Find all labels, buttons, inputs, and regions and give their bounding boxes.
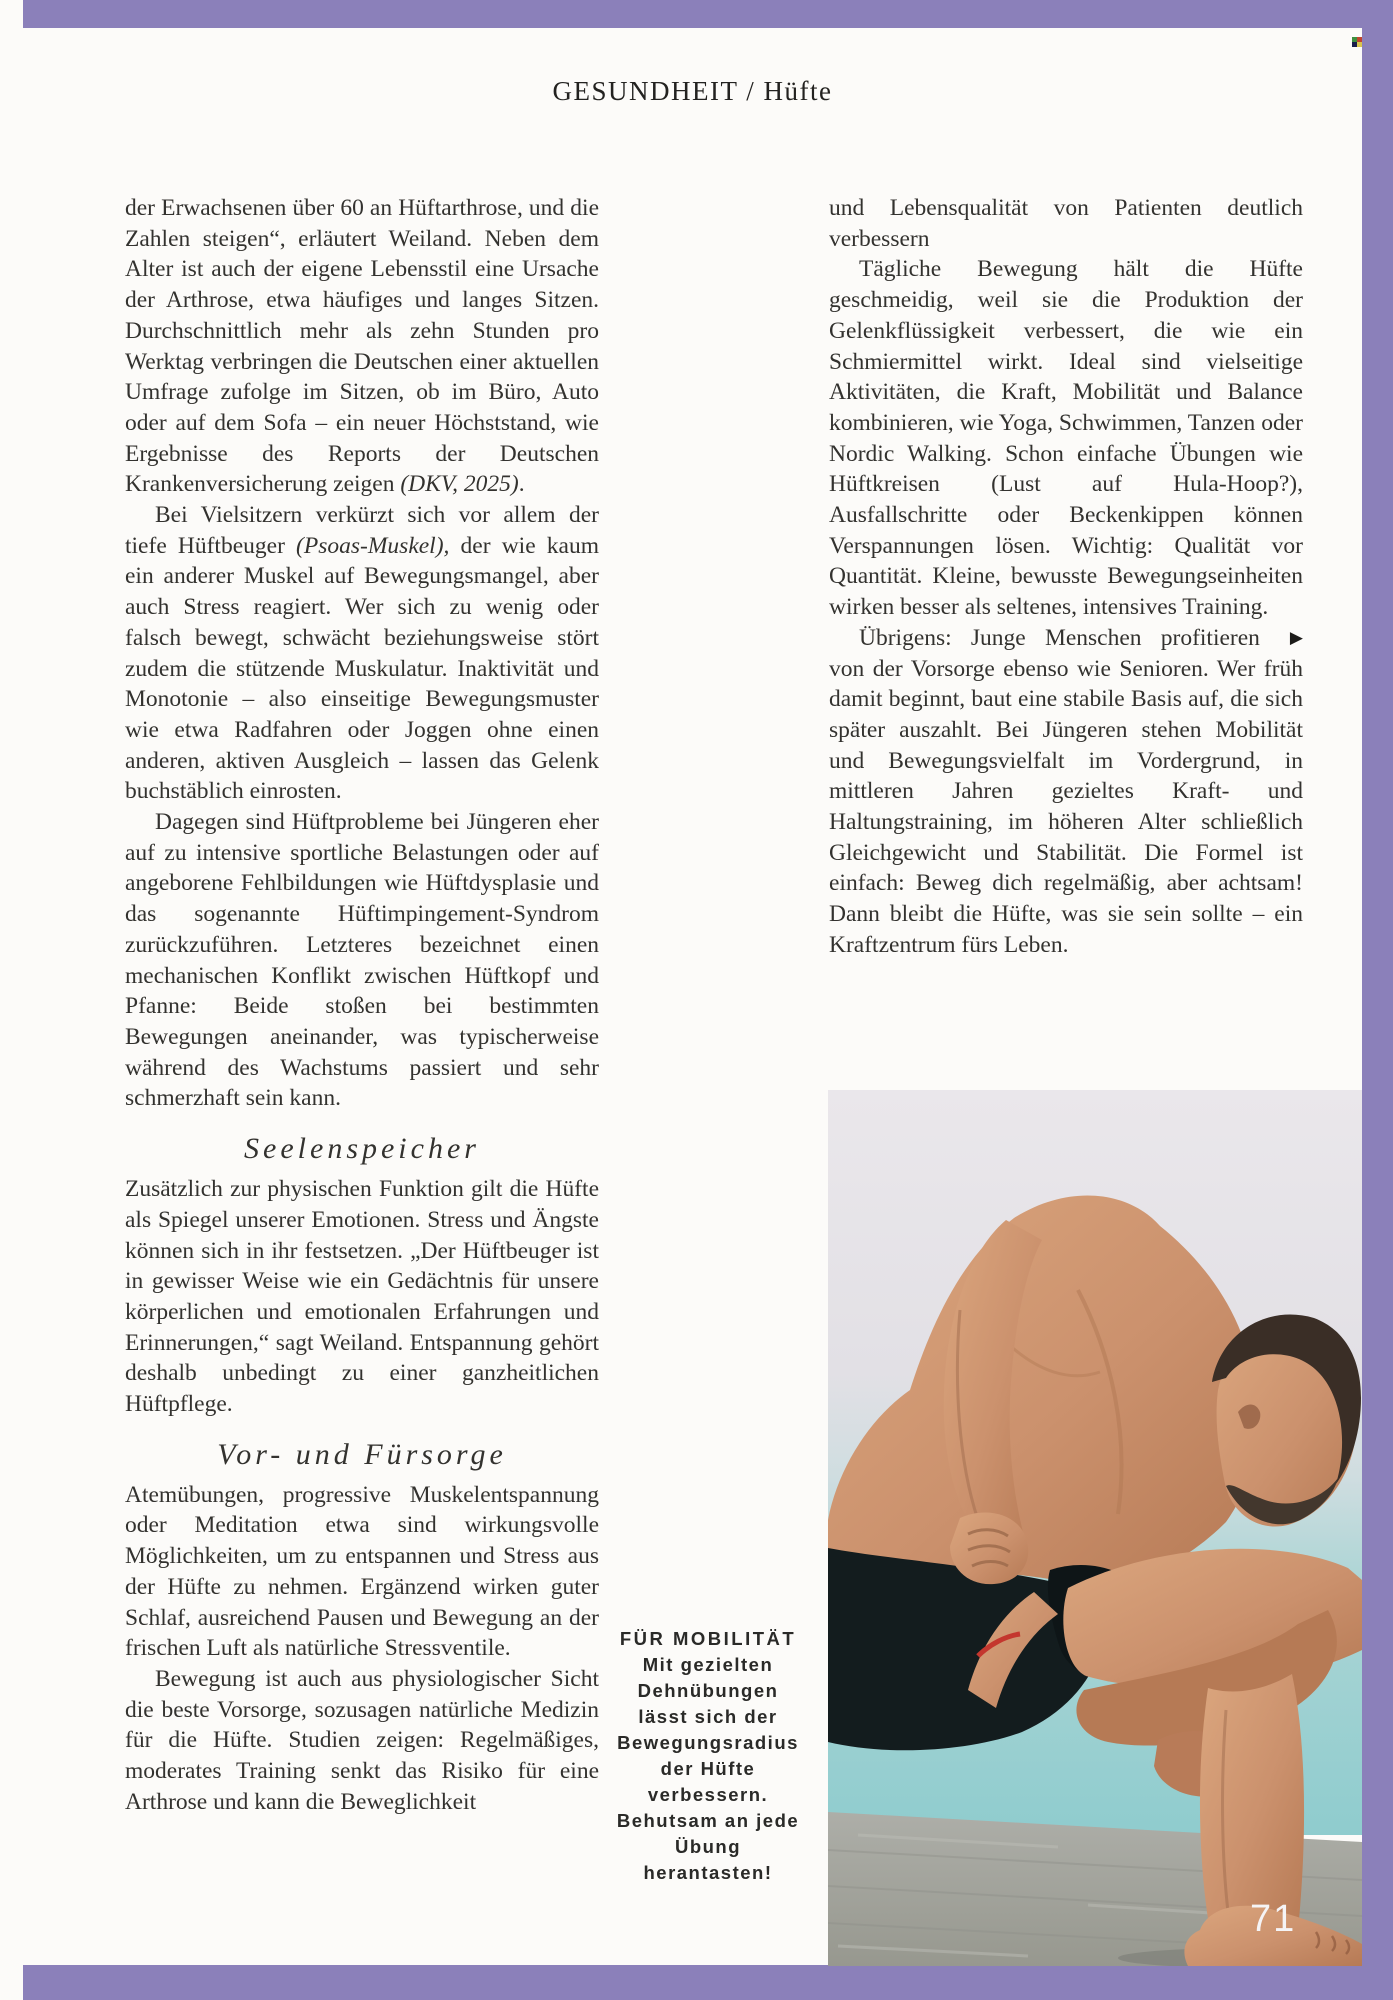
paragraph	[125, 500, 599, 807]
paragraph	[829, 254, 1303, 622]
paragraph	[125, 1664, 599, 1818]
page-number: 71	[1250, 1898, 1297, 1940]
text-run: Bewegung ist auch aus physiologischer Sicht die beste Vorsorge, sozusagen natürliche Medizin für die Hüfte. Studien zeigen: Regelmäßiges, moderates Training senkt das Risiko für eine Arthrose und kann die Beweglichkeit	[125, 1665, 599, 1815]
text-run: Tägliche Bewegung hält die Hüfte geschmeidig, weil sie die Produktion der Gelenkflüssigkeit verbessert, die wie ein Schmiermittel wirkt. Ideal sind vielseitige Aktivitäten, die Kraft, Mobilität und Balance kombinieren, wie Yoga, Schwimmen, Tanzen oder Nordic Walking. Schon einfache Übungen wie Hüftkreisen (Lust auf Hula-Hoop?), Ausfallschritte oder Beckenkippen können Verspannungen lösen. Wichtig: Qualität vor Quantität. Kleine, bewusste Bewegungseinheiten wirken besser als seltenes, intensives Training.	[829, 256, 1303, 621]
section-heading: Seelenspeicher	[244, 1132, 480, 1166]
text-run: Bei Vielsitzern verkürzt sich vor allem der tiefe Hüftbeuger	[125, 502, 599, 559]
text-run: der Erwachsenen über 60 an Hüftarthrose, und die Zahlen steigen“, erläutert Weiland. Neben dem Alter ist auch der eigene Lebensstil eine Ursache der Arthrose, etwa häufiges und langes Sitzen. Durchschnittlich mehr als zehn Stunden pro Werktag verbringen die Deutschen einer aktuellen Umfrage zufolge im Sitzen, ob im Büro, Auto oder auf dem Sofa – ein neuer Höchststand, wie Ergebnisse des Reports der Deutschen Krankenversicherung zeigen	[125, 195, 599, 498]
paragraph	[125, 1480, 599, 1664]
paragraph	[829, 623, 1303, 961]
text-run: der wie kaum ein anderer Muskel auf Bewegungsmangel, aber auch Stress reagiert. Wer sich zu wenig oder falsch bewegt, schwächt beziehungsweise stört zudem die stützende Muskulatur. Inaktivität und Monotonie – also einseitige Bewegungsmuster wie etwa Radfahren oder Joggen ohne einen anderen, aktiven Ausgleich – lassen das Gelenk buchstäblich einrosten.	[125, 532, 599, 805]
text-run: Übrigens: Junge Menschen profitieren von der Vorsorge ebenso wie Senioren. Wer früh damit beginnt, baut eine stabile Basis auf, die sich später auszahlt. Bei Jüngeren stehen Mobilität und Bewegungsvielfalt im Vordergrund, in mittleren Jahren gezieltes Kraft- und Haltungstraining, im höheren Alter schließlich Gleichgewicht und Stabilität. Die Formel ist einfach: Beweg dich regelmäßig, aber achtsam! Dann bleibt die Hüfte, was sie sein sollte – ein Kraftzentrum fürs Leben.	[829, 624, 1303, 958]
paragraph	[125, 193, 599, 500]
text-run: Atemübungen, progressive Muskelentspannung oder Meditation etwa sind wirkungsvolle Möglichkeiten, um zu entspannen und Stress aus der Hüfte zu nehmen. Ergänzend wirken guter Schlaf, ausreichend Pausen und Bewegung an der frischen Luft als natürliche Stressventile.	[125, 1481, 599, 1662]
italic-text-run: (Psoas-Muskel),	[296, 532, 450, 559]
photo-caption	[612, 1626, 804, 1886]
photo-caption-title: FÜR MOBILITÄT	[619, 1628, 797, 1649]
registration-mark	[1352, 37, 1362, 47]
paragraph	[125, 1174, 599, 1420]
registration-mark-quadrant	[1357, 42, 1362, 47]
photo-caption-text: Mit gezielten Dehnübungen lässt sich der Bewegungsradius der Hüfte verbessern. Behutsam an jede Übung herantasten!	[616, 1654, 800, 1883]
paragraph	[829, 193, 1303, 254]
article-column-right	[829, 193, 1303, 961]
page-frame-right	[1362, 0, 1393, 2000]
section-header: GESUNDHEIT / Hüfte	[552, 76, 833, 106]
page-frame-bottom	[23, 1965, 1393, 2000]
paragraph	[125, 807, 599, 1114]
text-run: .	[518, 471, 525, 498]
continuation-arrow-icon: ▶	[1289, 627, 1303, 647]
article-column-left	[125, 193, 599, 1817]
section-heading: Vor- und Fürsorge	[217, 1437, 507, 1471]
page-frame-top	[23, 0, 1393, 28]
yoga-pose-photo	[828, 1090, 1362, 1966]
italic-text-run: (DKV, 2025)	[400, 471, 519, 498]
text-run: Zusätzlich zur physischen Funktion gilt die Hüfte als Spiegel unserer Emotionen. Stress und Ängste können sich in ihr festsetzen. „Der Hüftbeuger ist in gewisser Weise wie ein Gedächtnis für unsere körperlichen und emotionalen Erfahrungen und Erinnerungen,“ sagt Weiland. Entspannung gehört deshalb unbedingt zu einer ganzheitlichen Hüftpflege.	[125, 1176, 599, 1418]
text-run: Dagegen sind Hüftprobleme bei Jüngeren eher auf zu intensive sportliche Belastungen oder auf angeborene Fehlbildungen wie Hüftdysplasie und das sogenannte Hüftimpingement-Syndrom zurückzuführen. Letzteres bezeichnet einen mechanischen Konflikt zwischen Hüftkopf und Pfanne: Beide stoßen bei bestimmten Bewegungen aneinander, was typischerweise während des Wachstums passiert und sehr schmerzhaft sein kann.	[125, 809, 599, 1112]
text-run: und Lebensqualität von Patienten deutlich verbessern	[829, 195, 1303, 252]
